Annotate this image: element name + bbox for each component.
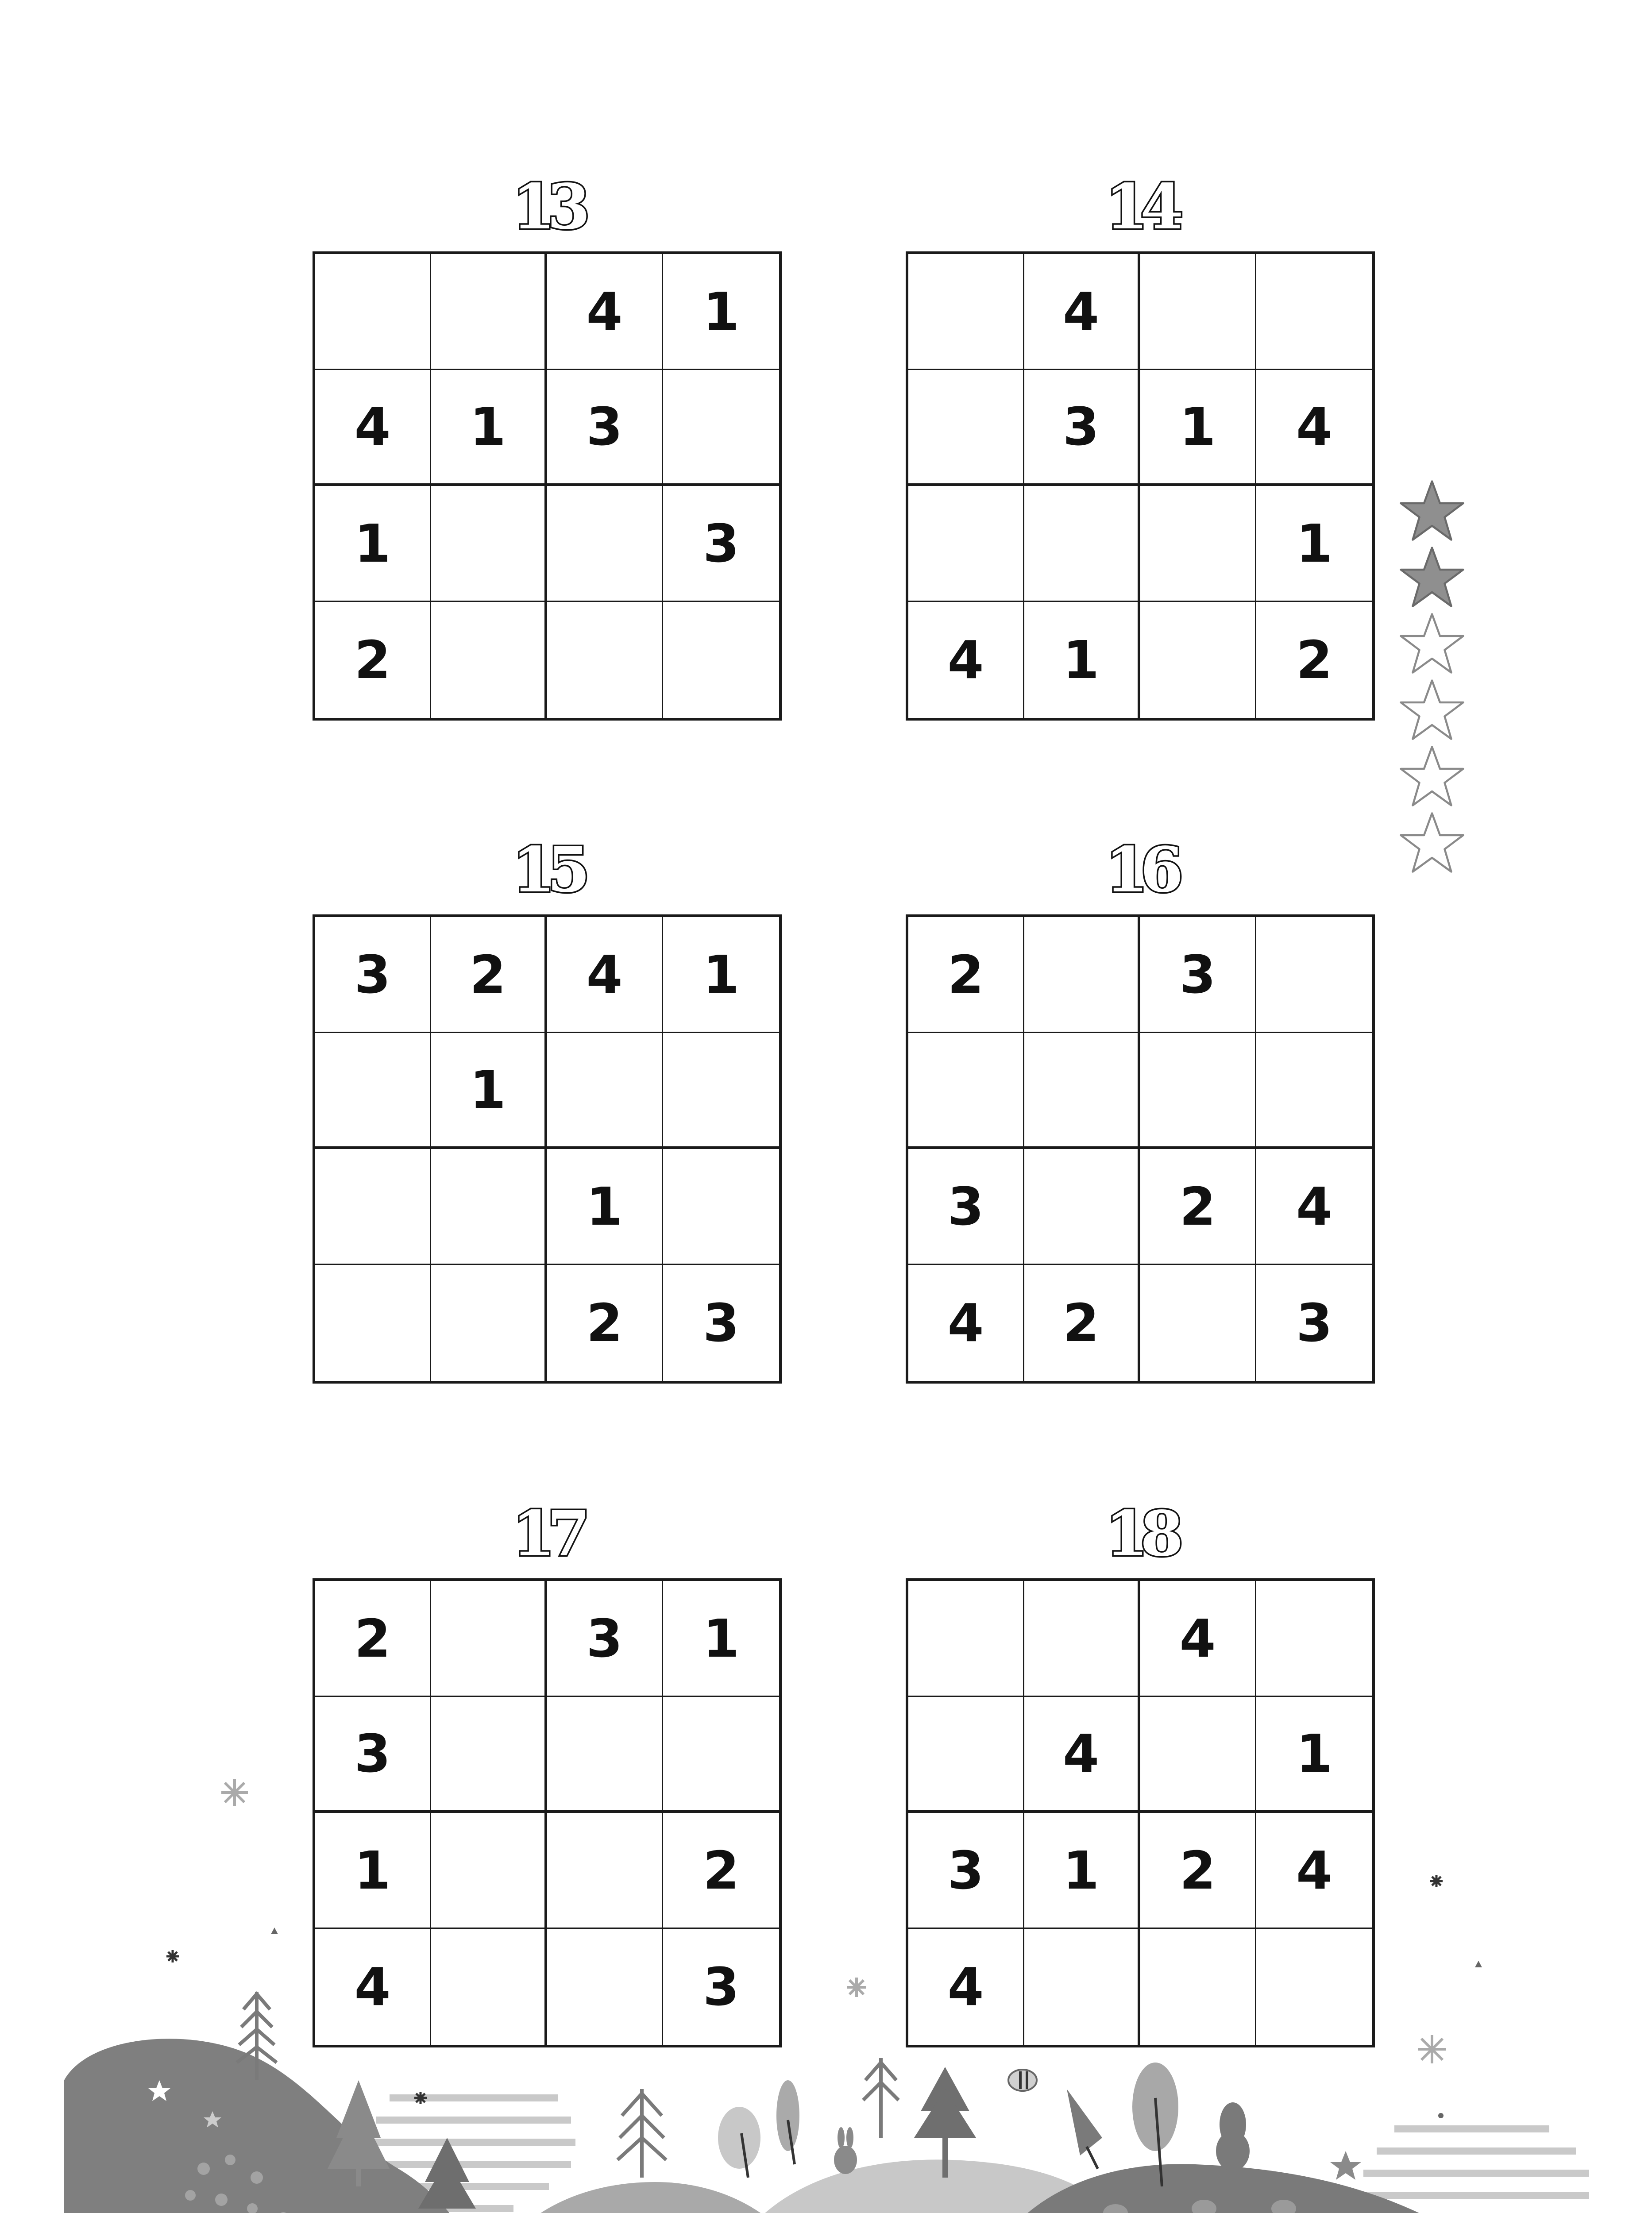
grid-cell (1256, 1581, 1372, 1697)
sudoku-grid (313, 1578, 782, 2047)
tree-leaf-1 (776, 2080, 799, 2164)
grid-cell: 2 (431, 917, 547, 1033)
grid-cell: 4 (1024, 254, 1140, 370)
grid-cell (908, 1581, 1024, 1697)
grid-cell: 3 (908, 1813, 1024, 1929)
tree-triangle (1067, 2089, 1102, 2169)
grid-cell (431, 486, 547, 602)
bee (1008, 2070, 1037, 2091)
grid-cell: 3 (547, 370, 663, 486)
sudoku-grid (906, 251, 1375, 721)
grid-cell (315, 254, 431, 370)
hill-spots (1059, 2200, 1385, 2213)
bunny (834, 2127, 857, 2174)
grid-cell (1140, 486, 1256, 602)
grid-cell (1256, 917, 1372, 1033)
tree-fir-3 (914, 2067, 976, 2178)
grid-cell (547, 1697, 663, 1813)
grid-cell: 1 (1140, 370, 1256, 486)
grid-cell (431, 254, 547, 370)
grid-cell (1024, 1581, 1140, 1697)
light-hill-middle (717, 2159, 1169, 2213)
grid-cell (431, 1697, 547, 1813)
star-filled-icon (1399, 478, 1465, 544)
grid-cell (1024, 1033, 1140, 1149)
grid-cell: 1 (315, 486, 431, 602)
grid-cell: 1 (431, 1033, 547, 1149)
grid-cell (908, 370, 1024, 486)
grid-cell (1256, 254, 1372, 370)
grid-cell (1140, 602, 1256, 718)
grid-cell: 3 (1024, 370, 1140, 486)
dark-hill-left (64, 2039, 487, 2213)
grid-cell (1024, 1929, 1140, 2045)
grid-cell: 2 (908, 917, 1024, 1033)
grid-cell (431, 1581, 547, 1697)
grid-cell: 2 (315, 602, 431, 718)
grid-cell (1256, 1929, 1372, 2045)
puzzle-number: 17 (512, 1498, 583, 1570)
dark-hill-right (974, 2164, 1549, 2213)
grid-cell: 2 (315, 1581, 431, 1697)
grid-cell: 2 (663, 1813, 779, 1929)
difficulty-stars (1399, 478, 1470, 876)
grid-cell: 2 (1140, 1813, 1256, 1929)
grid-cell: 4 (1256, 1149, 1372, 1265)
grid-cell: 3 (702, 1292, 740, 1353)
grid-cell: 2 (547, 1265, 663, 1381)
star-empty-icon (1399, 677, 1465, 744)
grid-cell: 1 (431, 370, 547, 486)
tree-pine-2 (618, 2089, 666, 2178)
grid-cell: 3 (547, 1581, 663, 1697)
grid-cell: 4 (547, 254, 663, 370)
tree-fir-2 (418, 2138, 476, 2209)
grid-cell: 3 (663, 486, 779, 602)
grid-cell: 1 (1256, 486, 1372, 602)
grid-cell (431, 1929, 547, 2045)
grid-cell (908, 1697, 1024, 1813)
tree-round-1 (718, 2107, 760, 2178)
grid-cell: 4 (1256, 370, 1372, 486)
grid-cell: 1 (547, 1149, 663, 1265)
tree-fir-1 (328, 2080, 390, 2186)
grid-cell (547, 1929, 663, 2045)
hill-dots (185, 2155, 289, 2213)
grid-cell (663, 370, 779, 486)
tree-oval (1132, 2063, 1178, 2186)
puzzle-number: 14 (1105, 171, 1176, 243)
grid-cell: 3 (702, 1956, 740, 2017)
grid-cell: 1 (1256, 1697, 1372, 1813)
grid-cell (431, 1265, 547, 1381)
grid-cell (908, 254, 1024, 370)
grid-cell: 4 (1024, 1697, 1140, 1813)
star-empty-icon (1399, 744, 1465, 810)
grid-cell (663, 1149, 779, 1265)
grid-cell: 2 (1296, 629, 1333, 690)
grid-cell: 1 (663, 254, 779, 370)
grid-cell: 1 (1024, 1813, 1140, 1929)
grid-cell (1256, 1033, 1372, 1149)
grid-cell: 4 (908, 602, 1024, 718)
grid-cell (315, 1265, 431, 1381)
grid-cell (315, 1033, 431, 1149)
grid-cell: 1 (663, 1581, 779, 1697)
tree-pine-left (237, 1992, 277, 2080)
star-filled-icon (1399, 544, 1465, 611)
grid-cell (547, 486, 663, 602)
tree-pine-3 (863, 2058, 899, 2138)
sudoku-grid (313, 914, 782, 1384)
grid-cell: 4 (315, 1929, 431, 2045)
grid-cell: 1 (1024, 602, 1140, 718)
tree-bush (1216, 2102, 1250, 2178)
grid-cell: 4 (908, 1929, 1024, 2045)
grid-cell (547, 1813, 663, 1929)
grid-cell: 1 (315, 1813, 431, 1929)
grid-cell: 2 (1140, 1149, 1256, 1265)
sudoku-grid (906, 1578, 1375, 2047)
grid-cell (1024, 1149, 1140, 1265)
grid-cell: 3 (315, 1697, 431, 1813)
sudoku-grid (906, 914, 1375, 1384)
solid-stars (148, 2080, 1361, 2180)
grid-cell: 3 (908, 1149, 1024, 1265)
grid-cell (547, 602, 663, 718)
grid-cell: 3 (315, 917, 431, 1033)
grid-cell (908, 1033, 1024, 1149)
grid-cell (431, 1813, 547, 1929)
grid-cell (663, 1033, 779, 1149)
puzzle-number: 15 (512, 834, 583, 906)
grid-cell (1140, 1929, 1256, 2045)
grid-cell: 4 (547, 917, 663, 1033)
striped-hill-right (1346, 2129, 1589, 2213)
grid-cell: 1 (663, 917, 779, 1033)
grid-cell: 4 (1256, 1813, 1372, 1929)
puzzle-number: 18 (1105, 1498, 1176, 1570)
grid-cell: 3 (1140, 917, 1256, 1033)
grid-cell (1024, 486, 1140, 602)
grid-cell: 4 (908, 1265, 1024, 1381)
grid-cell (547, 1033, 663, 1149)
grid-cell (431, 602, 547, 718)
grid-cell: 3 (1296, 1292, 1333, 1353)
grid-cell: 2 (1024, 1265, 1140, 1381)
grid-cell (908, 486, 1024, 602)
grid-cell (431, 1149, 547, 1265)
striped-hill-left (363, 2098, 575, 2209)
grid-cell (1140, 1265, 1256, 1381)
puzzle-number: 13 (512, 171, 583, 243)
grid-cell (663, 1697, 779, 1813)
grid-cell (1140, 1697, 1256, 1813)
sudoku-grid (313, 251, 782, 721)
grid-cell: 4 (315, 370, 431, 486)
grid-cell (315, 1149, 431, 1265)
grid-cell (1140, 1033, 1256, 1149)
puzzle-number: 16 (1105, 834, 1176, 906)
grid-cell (1140, 254, 1256, 370)
star-empty-icon (1399, 611, 1465, 677)
grid-cell: 4 (1140, 1581, 1256, 1697)
grid-cell (663, 602, 779, 718)
medium-hill (478, 2182, 823, 2213)
grid-cell (1024, 917, 1140, 1033)
star-empty-icon (1399, 810, 1465, 876)
